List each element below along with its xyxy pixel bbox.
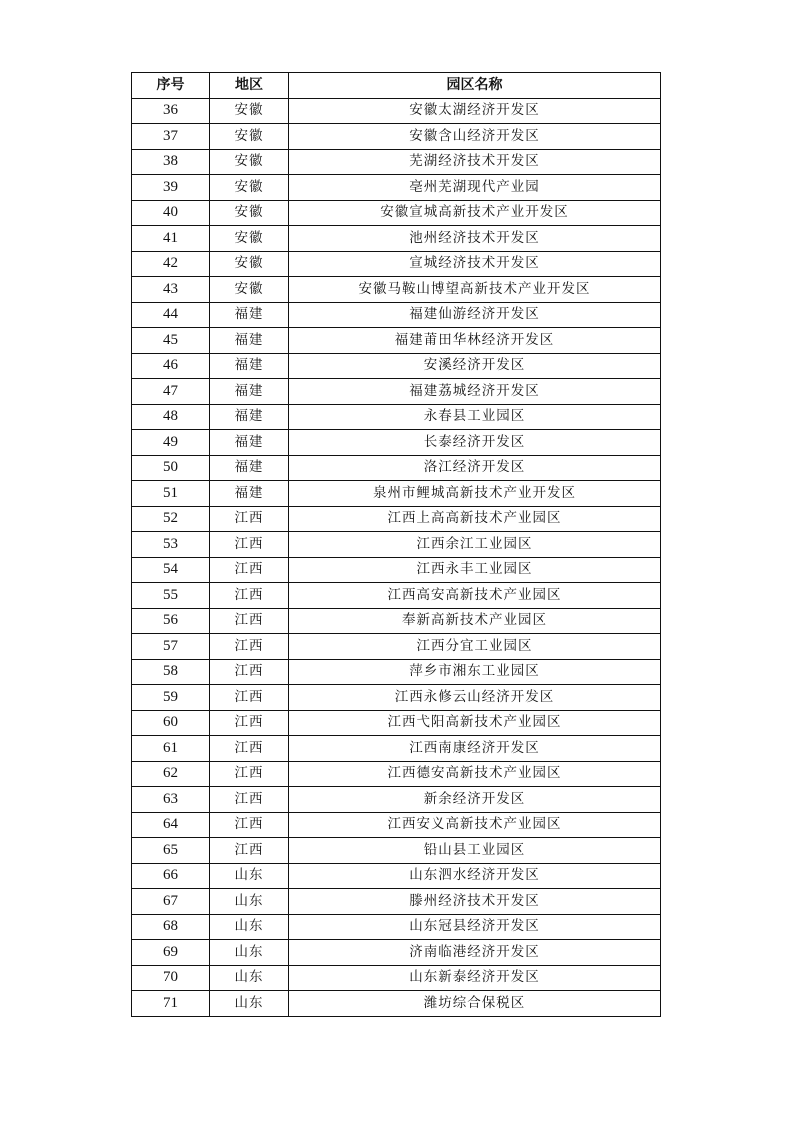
- index-cell: 52: [132, 506, 210, 532]
- table-row: [132, 787, 661, 813]
- index-cell: 47: [132, 379, 210, 405]
- index-cell: 37: [132, 124, 210, 150]
- park-name-cell: 山东冠县经济开发区: [289, 914, 661, 940]
- index-cell: 40: [132, 200, 210, 226]
- park-name-cell: 新余经济开发区: [289, 787, 661, 813]
- index-cell: 51: [132, 481, 210, 507]
- park-name-cell: 永春县工业园区: [289, 404, 661, 430]
- region-cell: 江西: [210, 812, 289, 838]
- region-cell: 山东: [210, 914, 289, 940]
- table-row: [132, 302, 661, 328]
- park-name-cell: 福建仙游经济开发区: [289, 302, 661, 328]
- region-cell: 江西: [210, 659, 289, 685]
- region-cell: 江西: [210, 710, 289, 736]
- region-cell: 江西: [210, 583, 289, 609]
- table-header-row: [132, 73, 661, 99]
- region-cell: 江西: [210, 787, 289, 813]
- index-cell: 42: [132, 251, 210, 277]
- table-row: [132, 175, 661, 201]
- park-name-cell: 滕州经济技术开发区: [289, 889, 661, 915]
- park-name-cell: 安徽太湖经济开发区: [289, 98, 661, 124]
- index-cell: 48: [132, 404, 210, 430]
- region-cell: 福建: [210, 379, 289, 405]
- index-cell: 38: [132, 149, 210, 175]
- region-cell: 江西: [210, 761, 289, 787]
- park-name-cell: 江西永修云山经济开发区: [289, 685, 661, 711]
- table-row: [132, 506, 661, 532]
- region-cell: 福建: [210, 430, 289, 456]
- table-row: [132, 328, 661, 354]
- table-row: [132, 98, 661, 124]
- park-name-cell: 宣城经济技术开发区: [289, 251, 661, 277]
- index-cell: 50: [132, 455, 210, 481]
- region-cell: 安徽: [210, 175, 289, 201]
- park-name-cell: 福建荔城经济开发区: [289, 379, 661, 405]
- table-row: [132, 455, 661, 481]
- table-row: [132, 481, 661, 507]
- index-cell: 46: [132, 353, 210, 379]
- index-cell: 56: [132, 608, 210, 634]
- table-row: [132, 914, 661, 940]
- region-cell: 江西: [210, 532, 289, 558]
- table-row: [132, 838, 661, 864]
- header-park-name: 园区名称: [289, 73, 661, 99]
- park-name-cell: 泉州市鲤城高新技术产业开发区: [289, 481, 661, 507]
- table-row: [132, 889, 661, 915]
- region-cell: 山东: [210, 991, 289, 1017]
- index-cell: 64: [132, 812, 210, 838]
- region-cell: 江西: [210, 634, 289, 660]
- index-cell: 61: [132, 736, 210, 762]
- table-row: [132, 761, 661, 787]
- region-cell: 山东: [210, 863, 289, 889]
- table-row: [132, 226, 661, 252]
- header-region: 地区: [210, 73, 289, 99]
- table-row: [132, 991, 661, 1017]
- table-row: [132, 251, 661, 277]
- index-cell: 45: [132, 328, 210, 354]
- table-row: [132, 965, 661, 991]
- park-name-cell: 江西分宜工业园区: [289, 634, 661, 660]
- region-cell: 福建: [210, 302, 289, 328]
- table-row: [132, 404, 661, 430]
- park-name-cell: 安溪经济开发区: [289, 353, 661, 379]
- park-list-table: [131, 72, 661, 1017]
- index-cell: 44: [132, 302, 210, 328]
- table-row: [132, 659, 661, 685]
- park-name-cell: 江西永丰工业园区: [289, 557, 661, 583]
- region-cell: 山东: [210, 965, 289, 991]
- region-cell: 安徽: [210, 98, 289, 124]
- park-name-cell: 山东泗水经济开发区: [289, 863, 661, 889]
- index-cell: 66: [132, 863, 210, 889]
- region-cell: 福建: [210, 455, 289, 481]
- park-name-cell: 长泰经济开发区: [289, 430, 661, 456]
- index-cell: 71: [132, 991, 210, 1017]
- park-name-cell: 江西高安高新技术产业园区: [289, 583, 661, 609]
- park-name-cell: 池州经济技术开发区: [289, 226, 661, 252]
- index-cell: 62: [132, 761, 210, 787]
- index-cell: 49: [132, 430, 210, 456]
- index-cell: 68: [132, 914, 210, 940]
- index-cell: 63: [132, 787, 210, 813]
- region-cell: 安徽: [210, 200, 289, 226]
- index-cell: 69: [132, 940, 210, 966]
- table-row: [132, 634, 661, 660]
- index-cell: 70: [132, 965, 210, 991]
- region-cell: 福建: [210, 481, 289, 507]
- index-cell: 59: [132, 685, 210, 711]
- region-cell: 福建: [210, 328, 289, 354]
- region-cell: 安徽: [210, 124, 289, 150]
- index-cell: 60: [132, 710, 210, 736]
- index-cell: 67: [132, 889, 210, 915]
- park-name-cell: 江西弋阳高新技术产业园区: [289, 710, 661, 736]
- table-row: [132, 863, 661, 889]
- table-row: [132, 124, 661, 150]
- park-name-cell: 江西南康经济开发区: [289, 736, 661, 762]
- park-name-cell: 济南临港经济开发区: [289, 940, 661, 966]
- index-cell: 53: [132, 532, 210, 558]
- region-cell: 安徽: [210, 226, 289, 252]
- table-row: [132, 149, 661, 175]
- index-cell: 39: [132, 175, 210, 201]
- table-row: [132, 685, 661, 711]
- index-cell: 41: [132, 226, 210, 252]
- index-cell: 55: [132, 583, 210, 609]
- table-body: [132, 98, 661, 1016]
- index-cell: 36: [132, 98, 210, 124]
- park-name-cell: 山东新泰经济开发区: [289, 965, 661, 991]
- region-cell: 山东: [210, 940, 289, 966]
- region-cell: 安徽: [210, 277, 289, 303]
- park-name-cell: 亳州芜湖现代产业园: [289, 175, 661, 201]
- region-cell: 江西: [210, 557, 289, 583]
- park-name-cell: 奉新高新技术产业园区: [289, 608, 661, 634]
- park-name-cell: 洛江经济开发区: [289, 455, 661, 481]
- park-name-cell: 江西余江工业园区: [289, 532, 661, 558]
- region-cell: 江西: [210, 736, 289, 762]
- index-cell: 65: [132, 838, 210, 864]
- park-name-cell: 萍乡市湘东工业园区: [289, 659, 661, 685]
- table-row: [132, 200, 661, 226]
- park-name-cell: 铅山县工业园区: [289, 838, 661, 864]
- table-row: [132, 608, 661, 634]
- park-name-cell: 江西德安高新技术产业园区: [289, 761, 661, 787]
- park-name-cell: 江西上高高新技术产业园区: [289, 506, 661, 532]
- table-row: [132, 557, 661, 583]
- park-name-cell: 潍坊综合保税区: [289, 991, 661, 1017]
- table-row: [132, 379, 661, 405]
- table-row: [132, 277, 661, 303]
- park-name-cell: 福建莆田华林经济开发区: [289, 328, 661, 354]
- region-cell: 江西: [210, 838, 289, 864]
- table-row: [132, 710, 661, 736]
- park-name-cell: 安徽宣城高新技术产业开发区: [289, 200, 661, 226]
- park-name-cell: 安徽马鞍山博望高新技术产业开发区: [289, 277, 661, 303]
- index-cell: 43: [132, 277, 210, 303]
- region-cell: 江西: [210, 506, 289, 532]
- table-row: [132, 940, 661, 966]
- table-row: [132, 583, 661, 609]
- region-cell: 福建: [210, 353, 289, 379]
- index-cell: 57: [132, 634, 210, 660]
- park-name-cell: 安徽含山经济开发区: [289, 124, 661, 150]
- index-cell: 58: [132, 659, 210, 685]
- region-cell: 安徽: [210, 251, 289, 277]
- table-row: [132, 736, 661, 762]
- table-row: [132, 532, 661, 558]
- park-name-cell: 芜湖经济技术开发区: [289, 149, 661, 175]
- table-row: [132, 812, 661, 838]
- header-index: 序号: [132, 73, 210, 99]
- region-cell: 安徽: [210, 149, 289, 175]
- region-cell: 江西: [210, 685, 289, 711]
- region-cell: 山东: [210, 889, 289, 915]
- table-row: [132, 353, 661, 379]
- region-cell: 福建: [210, 404, 289, 430]
- table-row: [132, 430, 661, 456]
- region-cell: 江西: [210, 608, 289, 634]
- index-cell: 54: [132, 557, 210, 583]
- park-name-cell: 江西安义高新技术产业园区: [289, 812, 661, 838]
